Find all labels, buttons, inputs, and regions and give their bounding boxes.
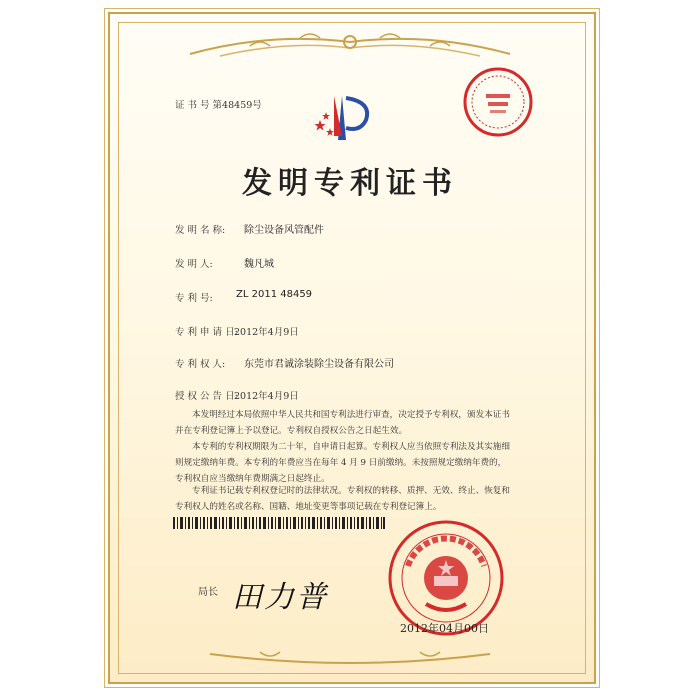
- body-line: 并在专利登记簿上予以登记。专利权自授权公告之日起生效。: [175, 426, 408, 436]
- field-value-invention-name: 除尘设备风管配件: [244, 225, 324, 236]
- field-label-patent-number: 专 利 号:: [175, 293, 213, 304]
- field-label-inventor: 发 明 人:: [175, 259, 213, 270]
- certificate-title: 发明专利证书: [242, 166, 458, 201]
- director-label: 局长: [198, 587, 218, 598]
- field-value-patent-number: ZL 2011 48459: [236, 289, 313, 300]
- certificate-number: 证 书 号 第48459号: [175, 100, 262, 111]
- body-line: 本发明经过本局依照中华人民共和国专利法进行审查，决定授予专利权，颁发本证书: [192, 410, 510, 420]
- body-line: 专利权人的姓名或名称、国籍、地址变更等事项记载在专利登记簿上。: [175, 502, 442, 512]
- director-signature: 田力普: [232, 580, 328, 615]
- local-office-seal: [462, 66, 534, 138]
- field-label-patentee: 专 利 权 人:: [175, 359, 226, 370]
- patent-office-logo-icon: [312, 92, 374, 144]
- issue-date: 2012年04月00日: [400, 622, 489, 635]
- body-line: 专利权自应当缴纳年费期满之日起终止。: [175, 474, 330, 484]
- field-value-inventor: 魏凡城: [244, 259, 274, 270]
- field-value-filing-date: 2012年4月9日: [234, 327, 299, 338]
- field-value-grant-date: 2012年4月9日: [234, 391, 299, 402]
- body-line: 则规定缴纳年费。本专利的年费应当在每年 4 月 9 日前缴纳。未按照规定缴纳年费的，: [175, 458, 507, 468]
- field-label-filing-date: 专 利 申 请 日:: [175, 327, 238, 338]
- field-value-patentee: 东莞市君诚涂装除尘设备有限公司: [244, 359, 394, 370]
- body-line: 本专利的专利权期限为二十年，自申请日起算。专利权人应当依照专利法及其实施细: [192, 442, 510, 452]
- barcode-icon: [173, 517, 385, 529]
- top-ornament: [150, 28, 550, 62]
- field-label-grant-date: 授 权 公 告 日:: [175, 391, 238, 402]
- field-label-invention-name: 发 明 名 称:: [175, 225, 226, 236]
- body-line: 专利证书记载专利权登记时的法律状况。专利权的转移、质押、无效、终止、恢复和: [192, 486, 510, 496]
- bottom-ornament: [150, 648, 550, 670]
